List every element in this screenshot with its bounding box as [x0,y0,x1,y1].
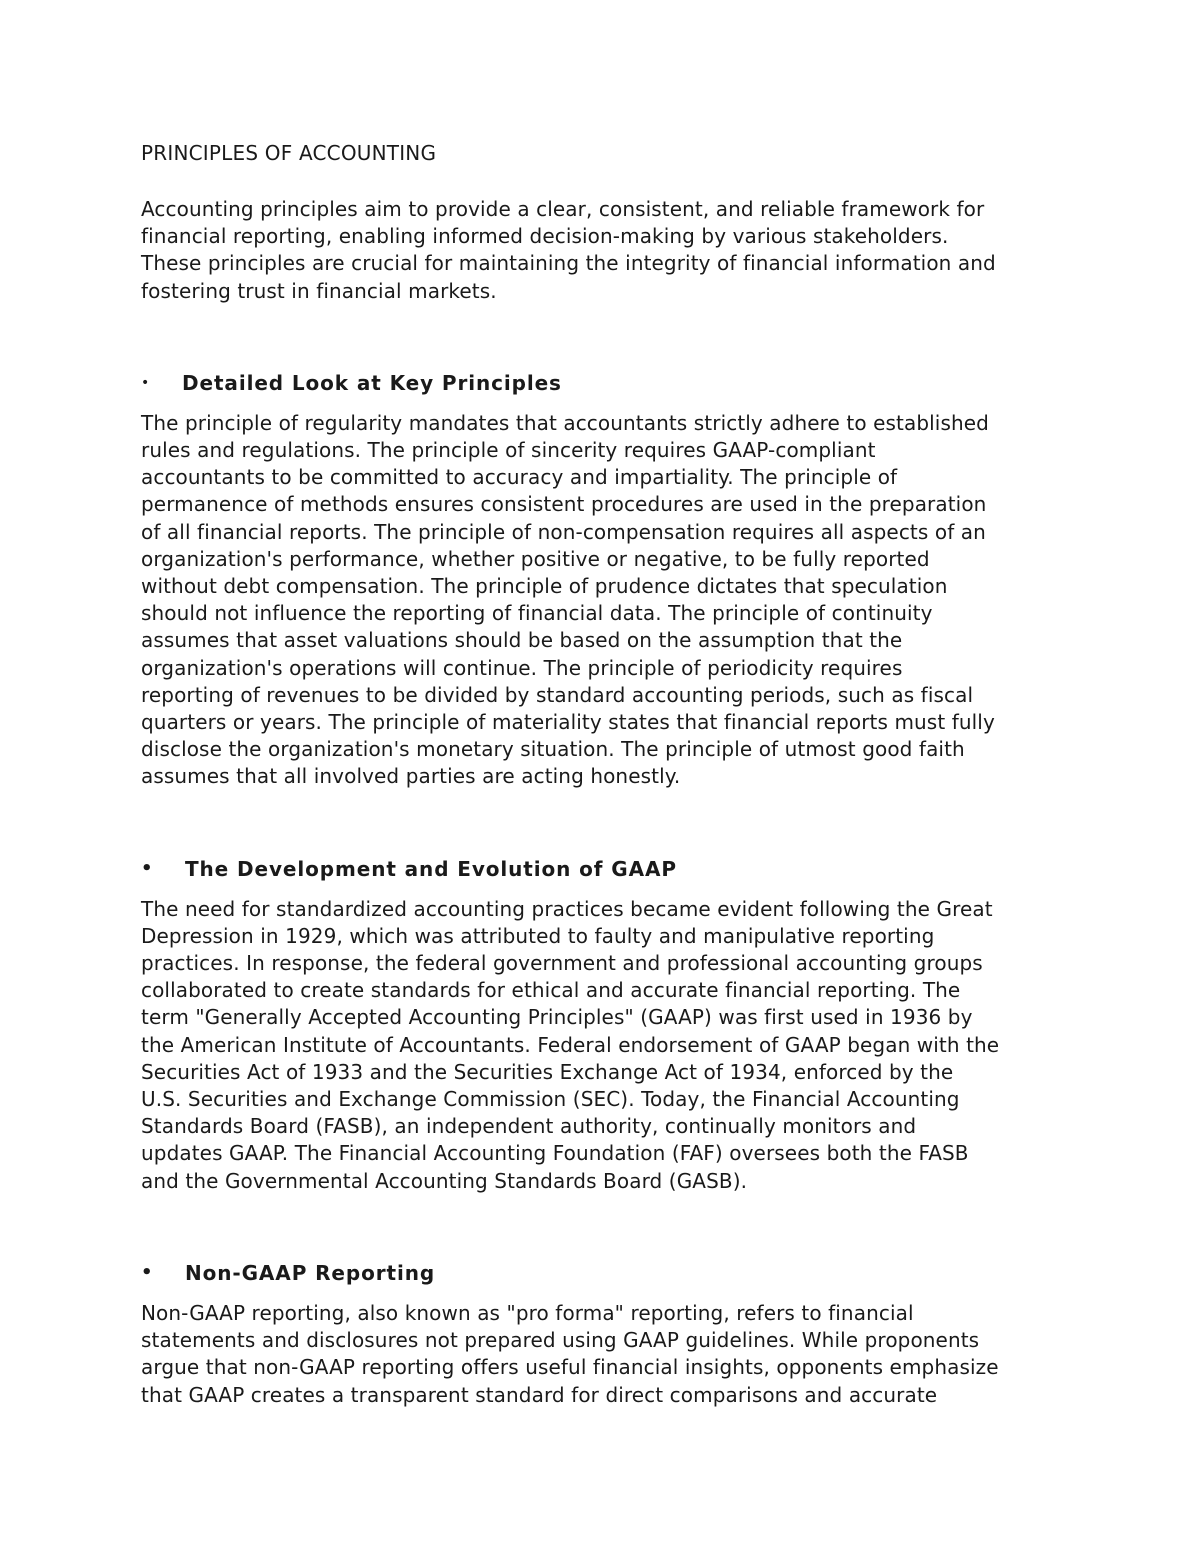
section-heading-text: Non-GAAP Reporting [185,1260,436,1285]
section-heading-non-gaap-reporting [141,1258,1061,1288]
section-heading-development-of-gaap [141,854,1061,884]
section-body-development-of-gaap: The need for standardized accounting practices became evident following the Great Depression in 1929, which was attributed to faulty and manipulative reporting practices. In response, the federal government and professional accounting groups collaborated to create standards for ethical and accurate financial reporting. The term "Generally Accepted Accounting Principles" (GAAP) was first used in 1936 by the American Institute of Accountants. Federal endorsement of GAAP began with the Securities Act of 1933 and the Securities Exchange Act of 1934, enforced by the U.S. Securities and Exchange Commission (SEC). Today, the Financial Accounting Standards Board (FASB), an independent authority, continually monitors and updates GAAP. The Financial Accounting Foundation (FAF) oversees both the FASB and the Governmental Accounting Standards Board (GASB). [141,896,1000,1193]
intro-paragraph: Accounting principles aim to provide a clear, consistent, and reliable framework for financial reporting, enabling informed decision-making by various stakeholders. These principles are crucial for maintaining the integrity of financial information and fostering trust in financial markets. [141,197,996,303]
section-heading-text: Detailed Look at Key Principles [182,370,562,395]
bullet-icon: • [141,374,150,391]
document-page [141,138,1061,1409]
section-body-key-principles: The principle of regularity mandates that accountants strictly adhere to established rules and regulations. The principle of sincerity requires GAAP-compliant accountants to be committed to accuracy and impartiality. The principle of permanence of methods ensures consistent procedures are used in the preparation of all financial reports. The principle of non-compensation requires all aspects of an organization's performance, whether positive or negative, to be fully reported without debt compensation. The principle of prudence dictates that speculation should not influence the reporting of financial data. The principle of continuity assumes that asset valuations should be based on the assumption that the organization's operations will continue. The principle of periodicity requires reporting of revenues to be divided by standard accounting periods, such as fiscal quarters or years. The principle of materiality states that financial reports must fully disclose the organization's monetary situation. The principle of utmost good faith assumes that all involved parties are acting honestly. [141,410,995,789]
document-title: PRINCIPLES OF ACCOUNTING [141,141,437,165]
section-body-non-gaap-reporting: Non-GAAP reporting, also known as "pro forma" reporting, refers to financial statements and disclosures not prepared using GAAP guidelines. While proponents argue that non-GAAP reporting offers useful financial insights, opponents emphasize that GAAP creates a transparent standard for direct comparisons and accurate [141,1300,999,1407]
section-heading-key-principles [141,368,1061,398]
bullet-icon: • [141,1261,153,1283]
section-heading-text: The Development and Evolution of GAAP [185,856,677,881]
bullet-icon: • [141,857,153,879]
